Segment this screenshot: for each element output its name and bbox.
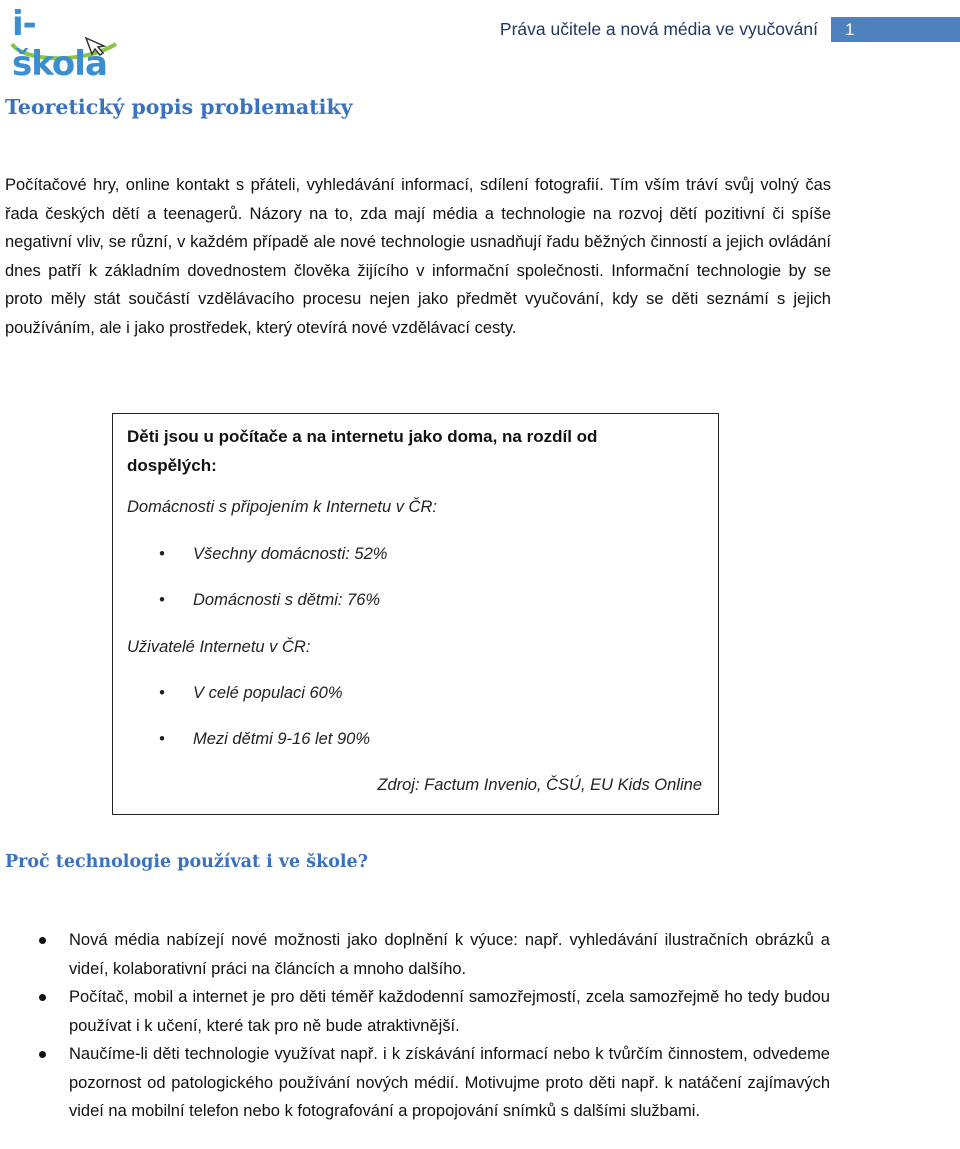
list-item-text: Naučíme-li děti technologie využívat např. i k získávání informací nebo k tvůrčím činnostem, odvedeme pozornost od patologického používání nových médií. Motivujme proto děti např. k natáčení zajímavých videí na mobilní telefon nebo k fotografování a propojování snímků s dalšími službami. [69,1045,830,1120]
box-title: Děti jsou u počítače a na internetu jako doma, na rozdíl od dospělých: [127,427,598,475]
subsection-heading: Proč technologie používat i ve škole? [5,852,368,872]
bullet-icon: • [159,684,165,702]
bullet-icon: • [159,591,165,609]
stat-all-households: Všechny domácnosti: 52% [193,545,388,563]
bullet-icon: • [159,730,165,748]
stat-population: V celé populaci 60% [193,684,343,702]
section-heading: Teoretický popis problematiky [5,95,353,119]
bullet-icon [39,937,46,944]
intro-paragraph: Počítačové hry, online kontakt s přáteli, vyhledávání informací, sdílení fotografií. Tím vším tráví svůj volný čas řada českých dětí a teenagerů. Názory na to, zda mají média a technologie na rozvoj dětí pozitivní či spíše negativní vliv, se různí, v každém případě ale nové technologie usnadňují řadu běžných činností a jejich ovládání dnes patří k základním dovednostem člověka žijícího v informační společnosti. Informační technologie by se proto měly stát součástí vzdělávacího procesu nejen jako předmět vyučování, kdy se děti seznámí s jejich používáním, ale i jako prostředek, který otevírá nové vzdělávací cesty. [5,176,831,337]
source-note: Zdroj: Factum Invenio, ČSÚ, EU Kids Online [377,776,702,794]
list-item-text: Počítač, mobil a internet je pro děti téměř každodenní samozřejmostí, zcela samozřejmě ho tedy budou používat i k učení, které tak pro ně bude atraktivnější. [69,988,830,1035]
list-item-text: Nová média nabízejí nové možnosti jako doplnění k výuce: např. vyhledávání ilustračních obrázků a videí, kolaborativní práci na článcích a mnoho dalšího. [69,931,830,978]
users-heading: Uživatelé Internetu v ČR: [127,638,311,656]
bullet-icon [39,1051,46,1058]
households-heading: Domácnosti s připojením k Internetu v ČR: [127,498,437,516]
stat-households-children: Domácnosti s dětmi: 76% [193,591,381,609]
logo [4,4,122,84]
stat-children: Mezi dětmi 9-16 let 90% [193,730,370,748]
bullet-icon: • [159,545,165,563]
page-number: 1 [831,17,960,42]
logo-text: i-škola [12,4,107,84]
statistics-box [112,413,719,815]
bullet-icon [39,994,46,1001]
header-title: Práva učitele a nová média ve vyučování [499,19,818,39]
